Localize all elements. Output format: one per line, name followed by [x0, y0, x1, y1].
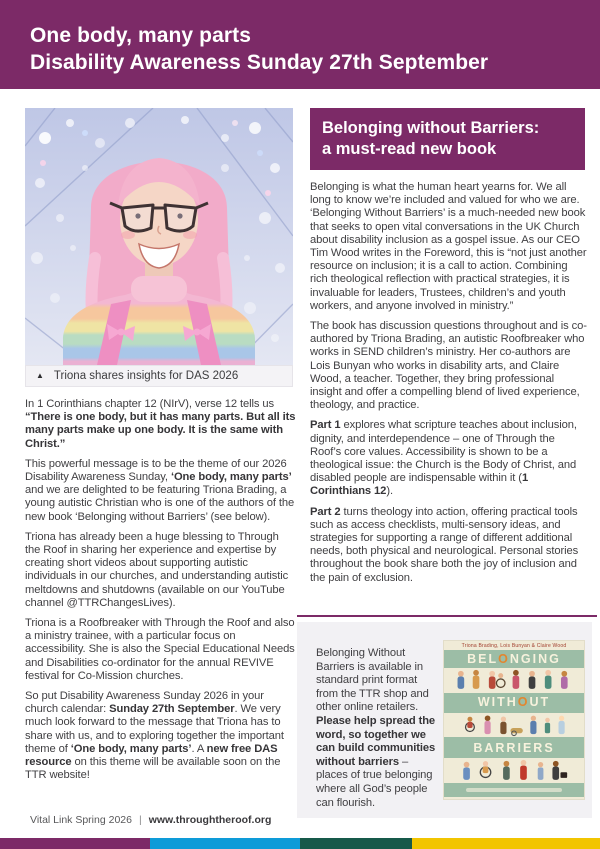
cover-people-row	[444, 668, 584, 693]
cover-word-without: WITHOUT	[477, 695, 551, 710]
heading-line1: Belonging without Barriers:	[322, 119, 540, 137]
footer-colorbar	[0, 838, 600, 849]
photo-caption-bar	[25, 365, 293, 387]
cover-footer-text	[466, 788, 562, 792]
colorbar-green	[300, 838, 412, 849]
cover-stripe	[444, 650, 584, 668]
paragraph: The book has discussion questions throughout and is co-authored by Triona Brading, an autistic Roofbreaker who works in SEND children’s ministry. Her co-authors are Lois Bunyan who works in disability arts, and Claire Wood, a teacher. Together, they bring professional insight and offer a compelling blend of lived experience, theology, and practice.	[310, 320, 587, 412]
footer-issue: Vital Link Spring 2026	[30, 814, 132, 826]
cover-people-row	[444, 758, 584, 783]
paragraph: This powerful message is to be the theme of our 2026 Disability Awareness Sunday, ‘One body, many parts’ and we are delighted to be featuring Triona Brading, a young autistic Christian who is one of the authors of the new book ‘Belonging without Barriers’ (see below).	[25, 457, 295, 523]
paragraph: Triona is a Roofbreaker with Through the Roof and also a ministry trainee, with a particular focus on accessibility. She is also the Special Educational Needs and Disabilities co-ordinator for the annual REVIVE festival for Co-Mission churches.	[25, 617, 295, 682]
cover-footer-band	[444, 783, 584, 797]
paragraph: Part 1 explores what scripture teaches about inclusion, dignity, and interdependence – one of Through the Roof’s core values. Accessibility is shown to be a theological issue: the Church is the Body of Christ, and disabled people are indispensable within it (1 Corinthians 12).	[310, 419, 577, 498]
title-line1: One body, many parts	[30, 24, 251, 47]
heading-line2: a must-read new book	[322, 140, 497, 158]
book-authors: Triona Brading, Lois Bunyan & Claire Wood	[461, 642, 567, 649]
footer-separator: |	[138, 814, 142, 826]
paragraph: In 1 Corinthians chapter 12 (NIrV), verse 12 tells us “There is one body, but it has many parts. But all its many parts make up one body. It is the same with Christ.”	[25, 398, 296, 450]
cover-word-belonging: BELONGING	[467, 651, 561, 666]
article-heading	[322, 118, 573, 160]
triona-photo	[25, 108, 293, 365]
cover-stripe	[444, 693, 584, 713]
caption-triangle-icon: ▲	[36, 371, 44, 380]
paragraph: Belonging is what the human heart yearns for. We all long to know we’re included and valued for who we are. ‘Belonging Without Barriers’ is a much-needed new book that seeks to open vital conversations in the UK Church about disability inclusion as a gospel issue. As our CEO Tim Wood writes in the Foreword, this is “not just another resource on inclusion; it is a call to action. Combining rich theological reflection with practical strategies, it is invaluable for leaders, Trustees, children’s and youth workers, and anyone involved in ministry.”	[310, 181, 587, 312]
promo-text	[316, 647, 436, 817]
cover-people-row	[444, 713, 584, 738]
cover-word-barriers: BARRIERS	[473, 740, 555, 755]
title-line2: Disability Awareness Sunday 27th September	[30, 51, 489, 74]
paragraph: Belonging Without Barriers is available in standard print format from the TTR shop and other online retailers. Please help spread the word, so together we can build communities without barriers – places of true belonging where all God’s people can flourish.	[316, 647, 436, 809]
colorbar-yellow	[412, 838, 600, 849]
cover-stripe	[444, 737, 584, 758]
footer-website-link[interactable]: www.throughtheroof.org	[148, 814, 272, 826]
left-column	[25, 398, 296, 789]
paragraph: Part 2 turns theology into action, offering practical tools such as access checklists, multi-sensory ideas, and strategies for supporting a range of different additional needs, both physical and neurological. Personal stories throughout the book share both the joy of inclusion and the pain of exclusion.	[310, 505, 579, 584]
article-heading-box	[310, 108, 585, 170]
right-column	[310, 181, 587, 592]
triona-photo-illustration	[25, 108, 293, 365]
colorbar-blue	[150, 838, 300, 849]
paragraph: So put Disability Awareness Sunday 2026 in your church calendar: Sunday 27th September. We very much look forward to the message that Triona has to share with us, and to exploring together the important theme of ‘One body, many parts’. A new free DAS resource on this theme will be available soon on the TTR website!	[25, 690, 284, 782]
photo-caption: Triona shares insights for DAS 2026	[53, 370, 239, 382]
promo-box	[297, 622, 592, 818]
header-band	[0, 0, 600, 89]
paragraph: Triona has already been a huge blessing to Through the Roof in sharing her experience and expertise by creating short videos about supporting autistic individuals in our churches, and understanding autistic meltdowns and shutdowns (available on our YouTube channel @TTRChangesLives).	[25, 530, 289, 609]
page-footer	[30, 814, 271, 826]
colorbar-purple	[0, 838, 150, 849]
page-title	[30, 22, 488, 76]
collar	[131, 276, 187, 302]
divider-rule	[297, 615, 597, 617]
book-cover	[444, 641, 584, 799]
